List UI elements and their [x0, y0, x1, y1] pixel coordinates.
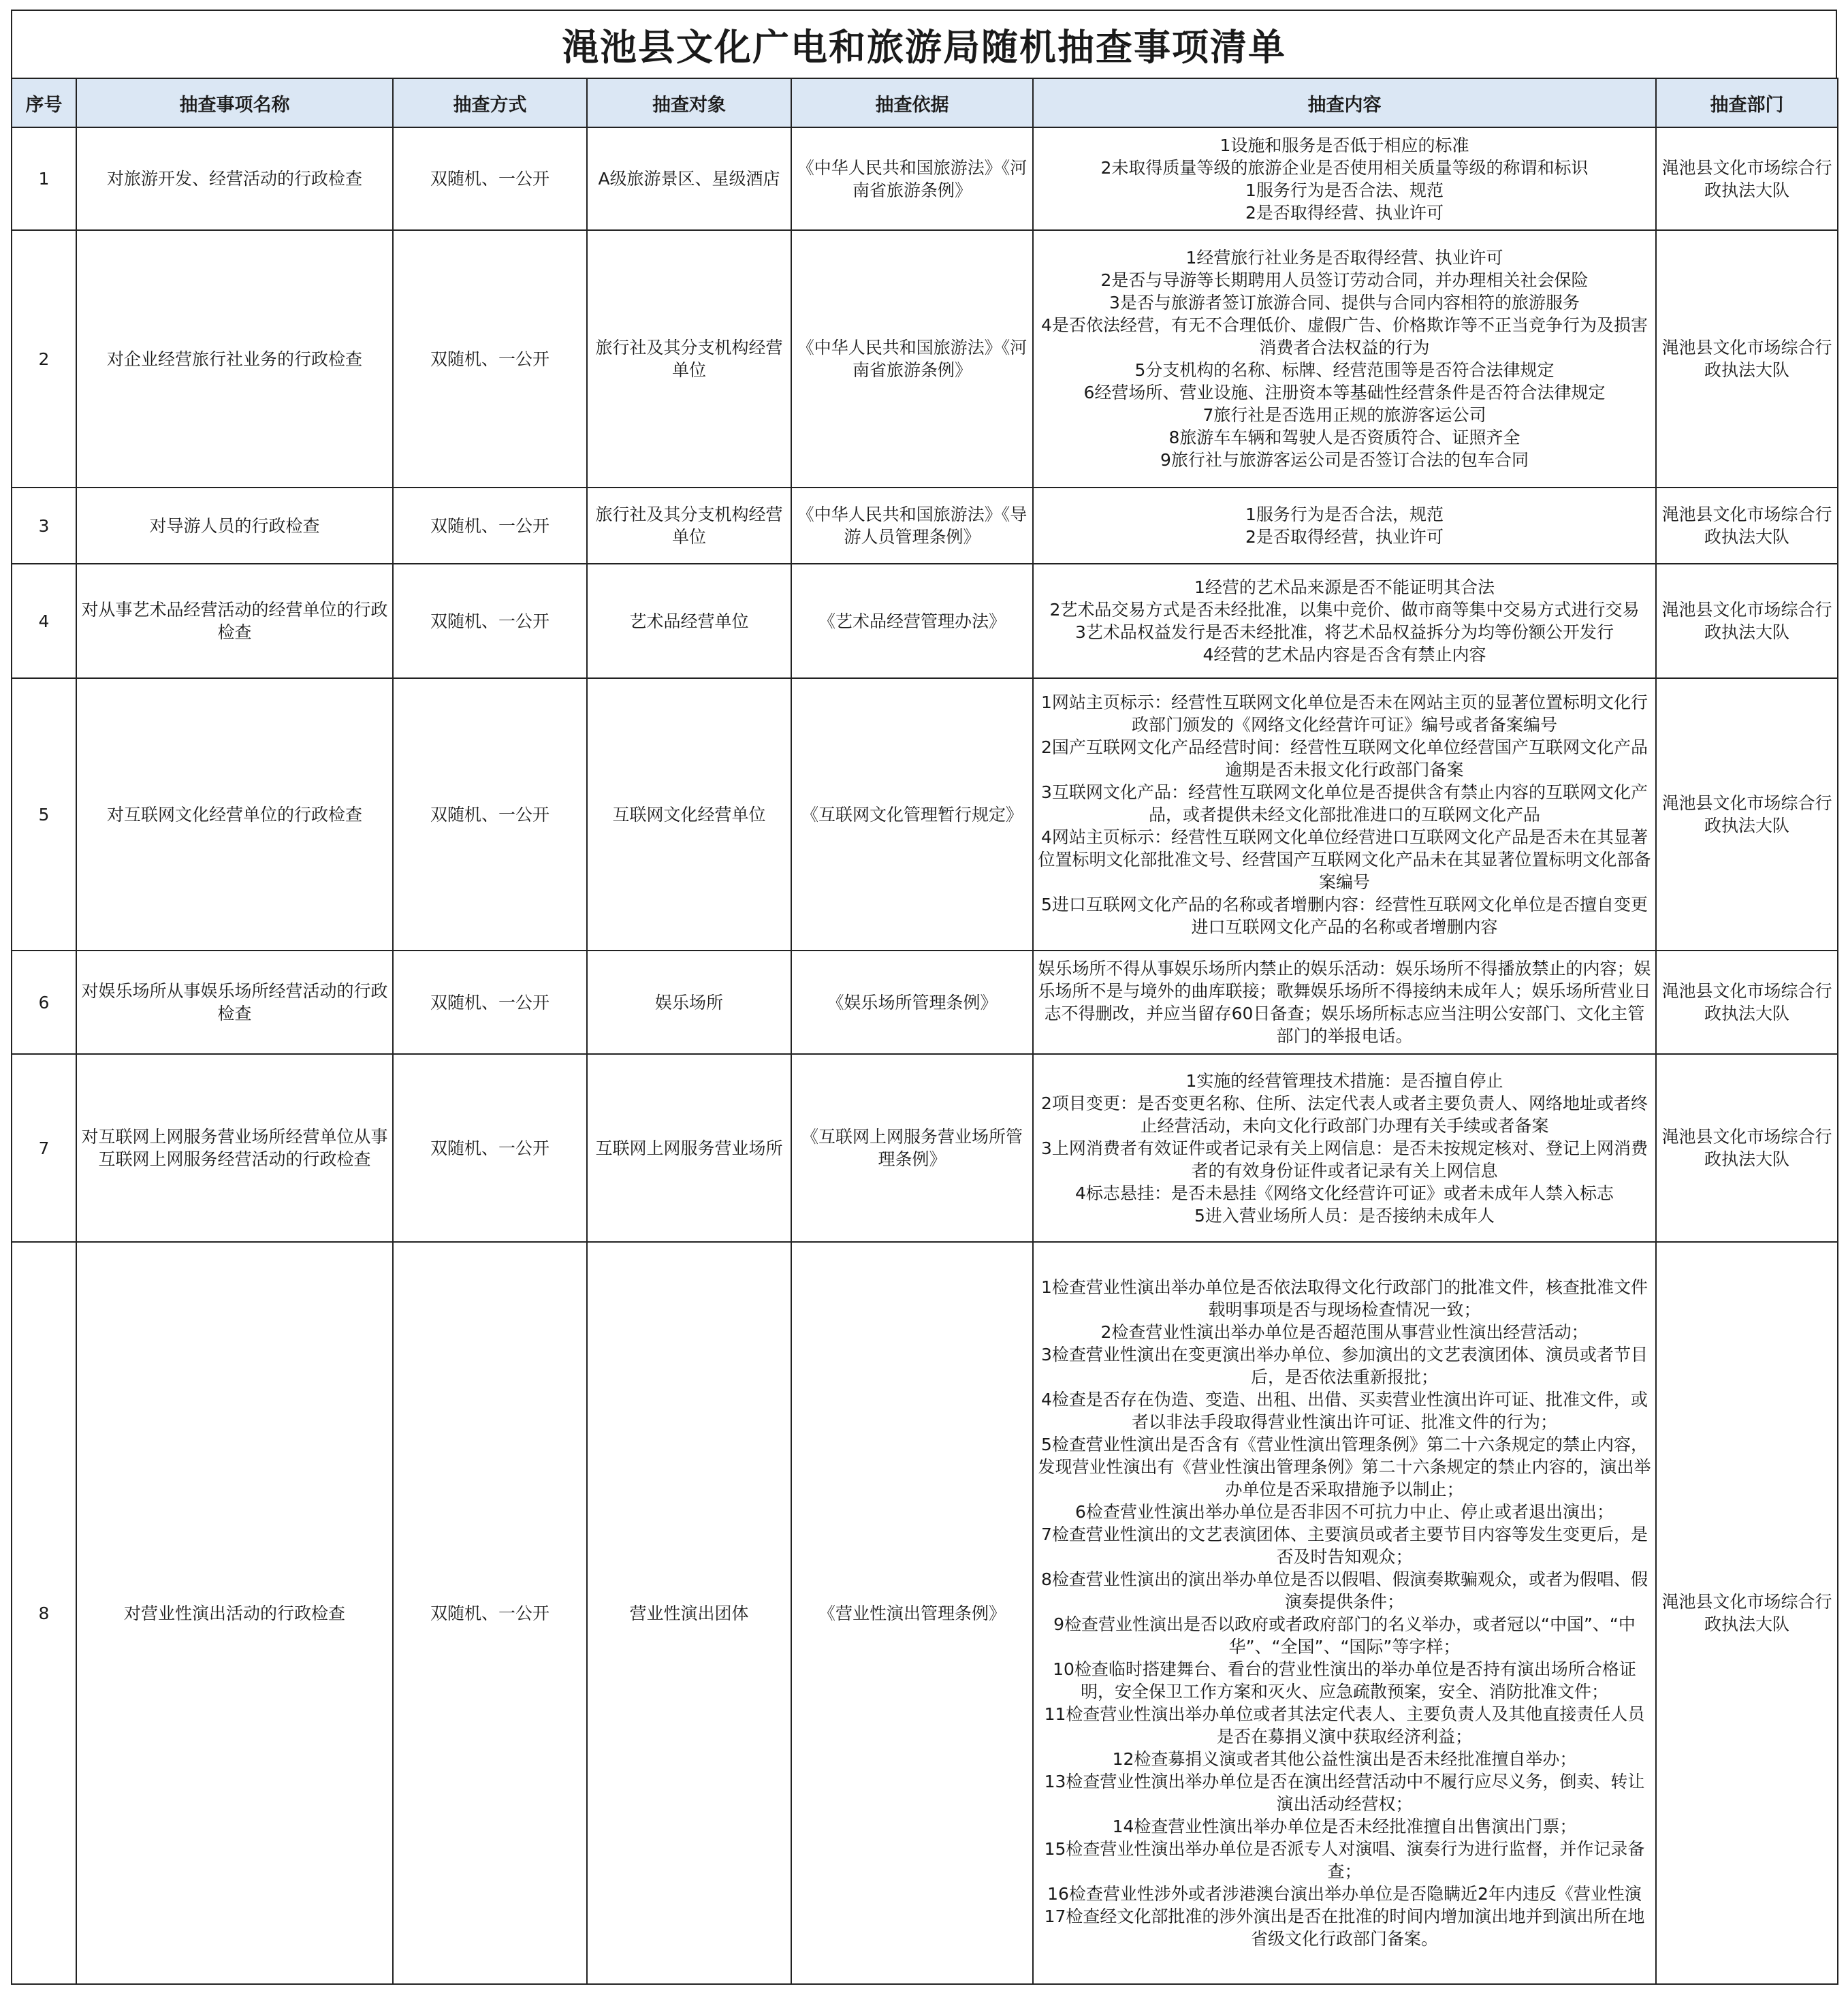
- content-line: 1经营旅行社业务是否取得经营、执业许可: [1185, 248, 1503, 268]
- content-line: 2项目变更：是否变更名称、住所、法定代表人或者主要负责人、网络地址或者终止经营活动，未向文化行政部门办理有关手续或者备案: [1041, 1093, 1648, 1136]
- content-line: 娱乐场所不得从事娱乐场所内禁止的娱乐活动：娱乐场所不得播放禁止的内容；娱乐场所不是与境外的曲库联接；歌舞娱乐场所不得接纳未成年人；娱乐场所营业日志不得删改，并应当留存60日备查；娱乐场所标志应当注明公安部门、文化主管部门的举报电话。: [1038, 959, 1651, 1046]
- row-content: [1033, 127, 1656, 230]
- content-line: 7旅行社是否选用正规的旅游客运公司: [1202, 405, 1486, 425]
- content-line: 5检查营业性演出是否含有《营业性演出管理条例》第二十六条规定的禁止内容，发现营业性演出有《营业性演出管理条例》第二十六条规定的禁止内容的，演出举办单位是否采取措施予以制止；: [1038, 1435, 1651, 1499]
- content-line: 4检查是否存在伪造、变造、出租、出借、买卖营业性演出许可证、批准文件，或者以非法手段取得营业性演出许可证、批准文件的行为；: [1041, 1390, 1648, 1432]
- row-no: 3: [12, 488, 76, 564]
- table-row: [12, 230, 1838, 488]
- row-name: 对旅游开发、经营活动的行政检查: [76, 127, 393, 230]
- content-line: 2是否取得经营，执业许可: [1245, 527, 1444, 547]
- row-no: 4: [12, 564, 76, 678]
- content-line: 2是否与导游等长期聘用人员签订劳动合同，并办理相关社会保险: [1100, 270, 1589, 290]
- header-basis: 抽查依据: [791, 78, 1033, 127]
- table-row: [12, 1242, 1838, 1984]
- header-method: 抽查方式: [393, 78, 587, 127]
- content-line: 17检查经文化部批准的涉外演出是否在批准的时间内增加演出地并到演出所在地省级文化行政部门备案。: [1044, 1906, 1645, 1949]
- row-method: 双随机、一公开: [393, 1054, 587, 1242]
- content-line: 3艺术品权益发行是否未经批准，将艺术品权益拆分为均等份额公开发行: [1075, 622, 1614, 642]
- content-line: 14检查营业性演出举办单位是否未经批准擅自出售演出门票；: [1112, 1817, 1577, 1836]
- row-basis: 《互联网上网服务营业场所管理条例》: [791, 1054, 1033, 1242]
- row-dept: 渑池县文化市场综合行政执法大队: [1656, 951, 1838, 1054]
- header-name: 抽查事项名称: [76, 78, 393, 127]
- content-line: 12检查募捐义演或者其他公益性演出是否未经批准擅自举办；: [1112, 1749, 1577, 1769]
- row-no: 5: [12, 678, 76, 951]
- content-line: 1设施和服务是否低于相应的标准: [1220, 135, 1469, 155]
- row-method: 双随机、一公开: [393, 127, 587, 230]
- content-line: 15检查营业性演出举办单位是否派专人对演唱、演奏行为进行监督，并作记录备查；: [1044, 1839, 1645, 1881]
- inspection-table: [11, 78, 1838, 1985]
- table-row: [12, 951, 1838, 1054]
- table-row: [12, 1054, 1838, 1242]
- row-basis: 《艺术品经营管理办法》: [791, 564, 1033, 678]
- row-basis: 《营业性演出管理条例》: [791, 1242, 1033, 1984]
- content-line: 8旅游车车辆和驾驶人是否资质符合、证照齐全: [1168, 428, 1520, 447]
- content-line: 1服务行为是否合法，规范: [1245, 505, 1444, 524]
- header-target: 抽查对象: [587, 78, 791, 127]
- row-name: 对从事艺术品经营活动的经营单位的行政检查: [76, 564, 393, 678]
- row-content: [1033, 488, 1656, 564]
- row-content: [1033, 1242, 1656, 1984]
- table-row: [12, 488, 1838, 564]
- row-method: 双随机、一公开: [393, 678, 587, 951]
- header-row: [12, 78, 1838, 127]
- row-target: A级旅游景区、星级酒店: [587, 127, 791, 230]
- row-target: 互联网文化经营单位: [587, 678, 791, 951]
- content-line: 9旅行社与旅游客运公司是否签订合法的包车合同: [1160, 450, 1529, 470]
- row-content: [1033, 230, 1656, 488]
- row-dept: 渑池县文化市场综合行政执法大队: [1656, 678, 1838, 951]
- row-no: 8: [12, 1242, 76, 1984]
- row-no: 1: [12, 127, 76, 230]
- content-line: 4是否依法经营，有无不合理低价、虚假广告、价格欺诈等不正当竞争行为及损害消费者合法权益的行为: [1041, 315, 1648, 357]
- content-line: 4经营的艺术品内容是否含有禁止内容: [1202, 645, 1486, 665]
- row-content: [1033, 564, 1656, 678]
- row-name: 对导游人员的行政检查: [76, 488, 393, 564]
- content-line: 2未取得质量等级的旅游企业是否使用相关质量等级的称谓和标识: [1100, 157, 1589, 178]
- row-no: 2: [12, 230, 76, 488]
- row-basis: 《互联网文化管理暂行规定》: [791, 678, 1033, 951]
- row-content: [1033, 951, 1656, 1054]
- row-target: 旅行社及其分支机构经营单位: [587, 230, 791, 488]
- row-name: 对娱乐场所从事娱乐场所经营活动的行政检查: [76, 951, 393, 1054]
- table-row: [12, 564, 1838, 678]
- content-line: 5进入营业场所人员：是否接纳未成年人: [1194, 1205, 1495, 1226]
- content-line: 3检查营业性演出在变更演出举办单位、参加演出的文艺表演团体、演员或者节目后，是否依法重新报批；: [1041, 1345, 1648, 1387]
- content-line: 3上网消费者有效证件或者记录有关上网信息：是否未按规定核对、登记上网消费者的有效身份证件或者记录有关上网信息: [1041, 1138, 1648, 1181]
- content-line: 2艺术品交易方式是否未经批准，以集中竞价、做市商等集中交易方式进行交易: [1049, 600, 1640, 620]
- row-dept: 渑池县文化市场综合行政执法大队: [1656, 488, 1838, 564]
- row-content: [1033, 1054, 1656, 1242]
- content-line: 1网站主页标示：经营性互联网文化单位是否未在网站主页的显著位置标明文化行政部门颁发的《网络文化经营许可证》编号或者备案编号: [1041, 692, 1648, 735]
- row-target: 营业性演出团体: [587, 1242, 791, 1984]
- content-line: 9检查营业性演出是否以政府或者政府部门的名义举办，或者冠以“中国”、“中华”、“全国”、“国际”等字样；: [1053, 1614, 1636, 1657]
- content-line: 1经营的艺术品来源是否不能证明其合法: [1194, 577, 1495, 597]
- content-line: 2检查营业性演出举办单位是否超范围从事营业性演出经营活动；: [1100, 1322, 1589, 1342]
- content-line: 5分支机构的名称、标牌、经营范围等是否符合法律规定: [1134, 360, 1555, 380]
- row-basis: 《中华人民共和国旅游法》《河南省旅游条例》: [791, 230, 1033, 488]
- content-line: 6检查营业性演出举办单位是否非因不可抗力中止、停止或者退出演出；: [1075, 1502, 1614, 1522]
- row-method: 双随机、一公开: [393, 1242, 587, 1984]
- content-line: 2国产互联网文化产品经营时间：经营性互联网文化单位经营国产互联网文化产品逾期是否未报文化行政部门备案: [1041, 737, 1648, 780]
- content-line: 2是否取得经营、执业许可: [1245, 202, 1444, 223]
- content-line: 3是否与旅游者签订旅游合同、提供与合同内容相符的旅游服务: [1109, 293, 1580, 313]
- content-line: 4网站主页标示：经营性互联网文化单位经营进口互联网文化产品是否未在其显著位置标明文化部批准文号、经营国产互联网文化产品未在其显著位置标明文化部备案编号: [1038, 827, 1651, 892]
- content-line: 6经营场所、营业设施、注册资本等基础性经营条件是否符合法律规定: [1083, 383, 1606, 402]
- row-method: 双随机、一公开: [393, 951, 587, 1054]
- row-dept: 渑池县文化市场综合行政执法大队: [1656, 1242, 1838, 1984]
- row-name: 对企业经营旅行社业务的行政检查: [76, 230, 393, 488]
- row-method: 双随机、一公开: [393, 564, 587, 678]
- content-line: 1实施的经营管理技术措施：是否擅自停止: [1185, 1070, 1503, 1091]
- content-line: 16检查营业性涉外或者涉港澳台演出举办单位是否隐瞒近2年内违反《营业性演: [1047, 1884, 1642, 1904]
- row-target: 旅行社及其分支机构经营单位: [587, 488, 791, 564]
- content-line: 11检查营业性演出举办单位或者其法定代表人、主要负责人及其他直接责任人员是否在募捐义演中获取经济利益；: [1044, 1704, 1645, 1746]
- row-name: 对营业性演出活动的行政检查: [76, 1242, 393, 1984]
- row-dept: 渑池县文化市场综合行政执法大队: [1656, 564, 1838, 678]
- table-row: [12, 127, 1838, 230]
- page-title: 渑池县文化广电和旅游局随机抽查事项清单: [11, 10, 1837, 78]
- row-no: 7: [12, 1054, 76, 1242]
- header-dept: 抽查部门: [1656, 78, 1838, 127]
- content-line: 1服务行为是否合法、规范: [1245, 180, 1444, 200]
- header-no: 序号: [12, 78, 76, 127]
- row-method: 双随机、一公开: [393, 230, 587, 488]
- content-line: 8检查营业性演出的演出举办单位是否以假唱、假演奏欺骗观众，或者为假唱、假演奏提供条件；: [1041, 1569, 1648, 1612]
- header-content: 抽查内容: [1033, 78, 1656, 127]
- row-dept: 渑池县文化市场综合行政执法大队: [1656, 127, 1838, 230]
- row-no: 6: [12, 951, 76, 1054]
- row-name: 对互联网文化经营单位的行政检查: [76, 678, 393, 951]
- row-basis: 《中华人民共和国旅游法》《河南省旅游条例》: [791, 127, 1033, 230]
- row-content: [1033, 678, 1656, 951]
- content-line: 3互联网文化产品：经营性互联网文化单位是否提供含有禁止内容的互联网文化产品，或者提供未经文化部批准进口的互联网文化产品: [1041, 782, 1648, 825]
- row-method: 双随机、一公开: [393, 488, 587, 564]
- content-line: 4标志悬挂：是否未悬挂《网络文化经营许可证》或者未成年人禁入标志: [1075, 1183, 1614, 1203]
- row-target: 娱乐场所: [587, 951, 791, 1054]
- row-dept: 渑池县文化市场综合行政执法大队: [1656, 1054, 1838, 1242]
- row-basis: 《娱乐场所管理条例》: [791, 951, 1033, 1054]
- row-dept: 渑池县文化市场综合行政执法大队: [1656, 230, 1838, 488]
- row-target: 艺术品经营单位: [587, 564, 791, 678]
- row-basis: 《中华人民共和国旅游法》《导游人员管理条例》: [791, 488, 1033, 564]
- row-name: 对互联网上网服务营业场所经营单位从事互联网上网服务经营活动的行政检查: [76, 1054, 393, 1242]
- content-line: 7检查营业性演出的文艺表演团体、主要演员或者主要节目内容等发生变更后，是否及时告知观众；: [1041, 1525, 1648, 1567]
- row-target: 互联网上网服务营业场所: [587, 1054, 791, 1242]
- content-line: 5进口互联网文化产品的名称或者增删内容：经营性互联网文化单位是否擅自变更进口互联网文化产品的名称或者增删内容: [1041, 894, 1648, 937]
- table-row: [12, 678, 1838, 951]
- content-line: 10检查临时搭建舞台、看台的营业性演出的举办单位是否持有演出场所合格证明，安全保卫工作方案和灭火、应急疏散预案，安全、消防批准文件；: [1053, 1659, 1636, 1702]
- content-line: 13检查营业性演出举办单位是否在演出经营活动中不履行应尽义务，倒卖、转让演出活动经营权；: [1044, 1772, 1645, 1814]
- content-line: 1检查营业性演出举办单位是否依法取得文化行政部门的批准文件，核查批准文件载明事项是否与现场检查情况一致；: [1041, 1277, 1648, 1320]
